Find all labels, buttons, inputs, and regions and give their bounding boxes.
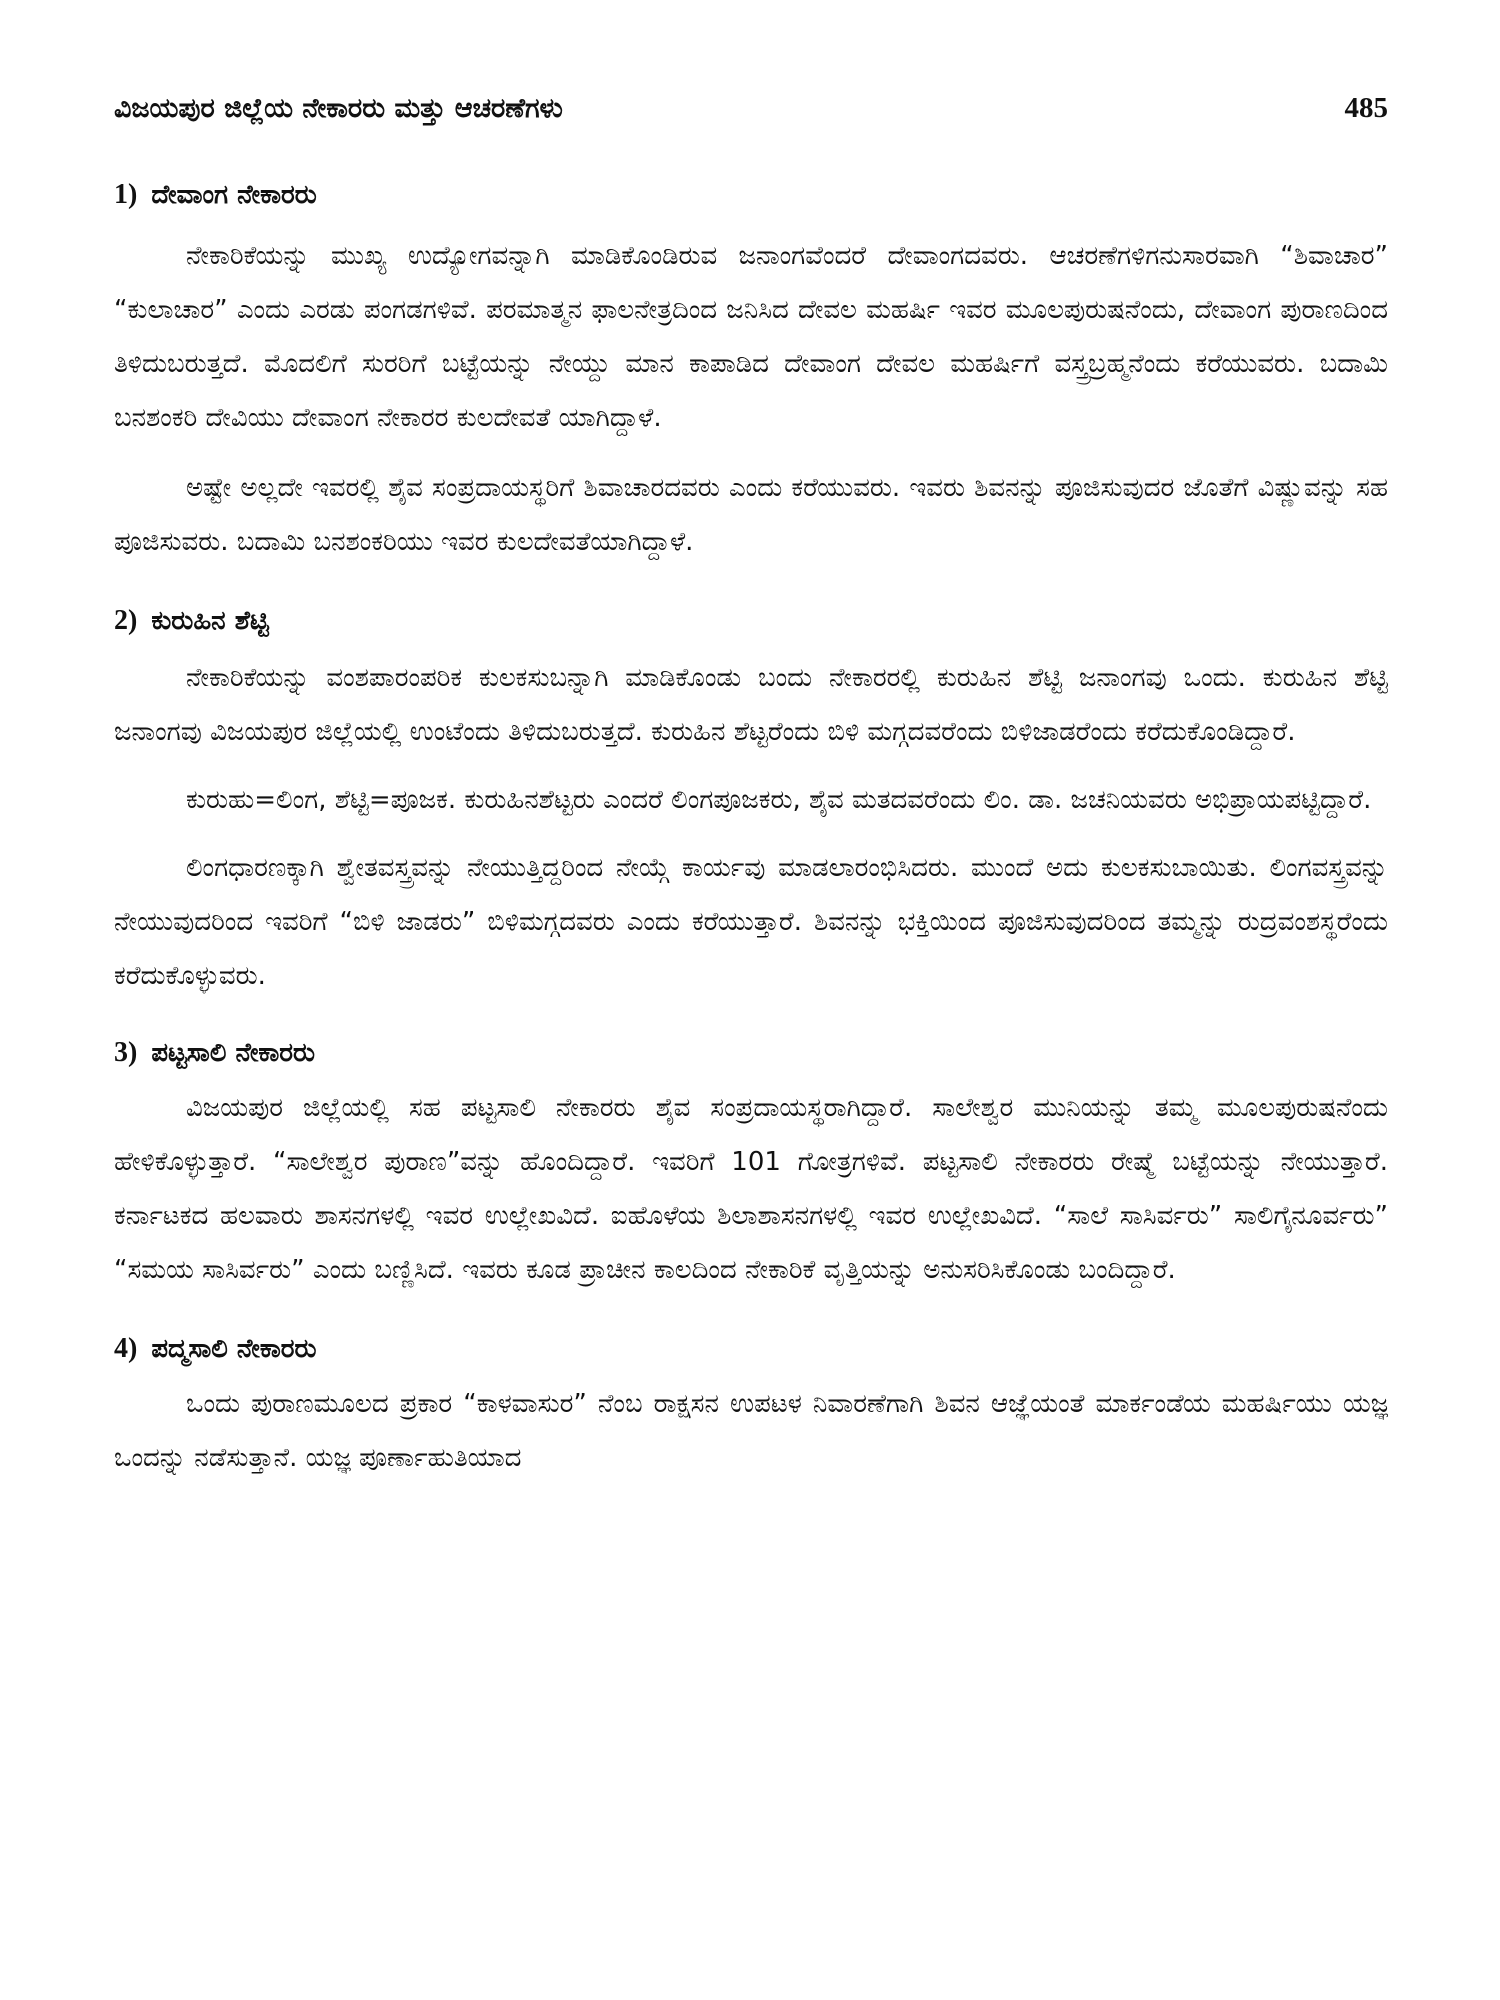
section-heading — [114, 605, 1388, 637]
paragraph: ವಿಜಯಪುರ ಜಿಲ್ಲೆಯಲ್ಲಿ ಸಹ ಪಟ್ಟಸಾಲಿ ನೇಕಾರರು ಶೈವ ಸಂಪ್ರದಾಯಸ್ಥರಾಗಿದ್ದಾರೆ. ಸಾಲೇಶ್ವರ ಮುನಿಯನ್ನು ತಮ್ಮ ಮೂಲಪುರುಷನೆಂದು ಹೇಳಿಕೊಳ್ಳುತ್ತಾರೆ. “ಸಾಲೇಶ್ವರ ಪುರಾಣ”ವನ್ನು ಹೊಂದಿದ್ದಾರೆ. ಇವರಿಗೆ 101 ಗೋತ್ರಗಳಿವೆ. ಪಟ್ಟಸಾಲಿ ನೇಕಾರರು ರೇಷ್ಮೆ ಬಟ್ಟೆಯನ್ನು ನೇಯುತ್ತಾರೆ. ಕರ್ನಾಟಕದ ಹಲವಾರು ಶಾಸನಗಳಲ್ಲಿ ಇವರ ಉಲ್ಲೇಖವಿದೆ. ಐಹೊಳೆಯ ಶಿಲಾಶಾಸನಗಳಲ್ಲಿ ಇವರ ಉಲ್ಲೇಖವಿದೆ. “ಸಾಲೆ ಸಾಸಿರ್ವರು” ಸಾಲಿಗೈನೂರ್ವರು” “ಸಮಯ ಸಾಸಿರ್ವರು” ಎಂದು ಬಣ್ಣಿಸಿದೆ. ಇವರು ಕೂಡ ಪ್ರಾಚೀನ ಕಾಲದಿಂದ ನೇಕಾರಿಕೆ ವೃತ್ತಿಯನ್ನು ಅನುಸರಿಸಿಕೊಂಡು ಬಂದಿದ್ದಾರೆ. — [114, 1093, 1388, 1285]
paragraph: ಕುರುಹು=ಲಿಂಗ, ಶೆಟ್ಟಿ=ಪೂಜಕ. ಕುರುಹಿನಶೆಟ್ಟರು ಎಂದರೆ ಲಿಂಗಪೂಜಕರು, ಶೈವ ಮತದವರೆಂದು ಲಿಂ. ಡಾ. ಜಚನಿಯವರು ಅಭಿಪ್ರಾಯಪಟ್ಟಿದ್ದಾರೆ. — [186, 785, 1372, 815]
section-heading — [114, 1333, 1388, 1365]
section-title: ದೇವಾಂಗ ನೇಕಾರರು — [151, 180, 317, 210]
paragraph: ಲಿಂಗಧಾರಣಕ್ಕಾಗಿ ಶ್ವೇತವಸ್ತ್ರವನ್ನು ನೇಯುತ್ತಿದ್ದರಿಂದ ನೇಯ್ಗೆ ಕಾರ್ಯವು ಮಾಡಲಾರಂಭಿಸಿದರು. ಮುಂದೆ ಅದು ಕುಲಕಸುಬಾಯಿತು. ಲಿಂಗವಸ್ತ್ರವನ್ನು ನೇಯುವುದರಿಂದ ಇವರಿಗೆ “ಬಿಳಿ ಜಾಡರು” ಬಿಳಿಮಗ್ಗದವರು ಎಂದು ಕರೆಯುತ್ತಾರೆ. ಶಿವನನ್ನು ಭಕ್ತಿಯಿಂದ ಪೂಜಿಸುವುದರಿಂದ ತಮ್ಮನ್ನು ರುದ್ರವಂಶಸ್ಥರೆಂದು ಕರೆದುಕೊಳ್ಳುವರು. — [114, 853, 1388, 991]
chapter-title: ವಿಜಯಪುರ ಜಿಲ್ಲೆಯ ನೇಕಾರರು ಮತ್ತು ಆಚರಣೆಗಳು — [114, 93, 563, 124]
section-heading — [114, 179, 1388, 211]
section-title: ಕುರುಹಿನ ಶೆಟ್ಟಿ — [151, 606, 269, 636]
section-heading — [114, 1037, 1388, 1069]
paragraph: ಅಷ್ಟೇ ಅಲ್ಲದೇ ಇವರಲ್ಲಿ ಶೈವ ಸಂಪ್ರದಾಯಸ್ಥರಿಗೆ ಶಿವಾಚಾರದವರು ಎಂದು ಕರೆಯುವರು. ಇವರು ಶಿವನನ್ನು ಪೂಜಿಸುವುದರ ಜೊತೆಗೆ ವಿಷ್ಣುವನ್ನು ಸಹ ಪೂಜಿಸುವರು. ಬದಾಮಿ ಬನಶಂಕರಿಯು ಇವರ ಕುಲದೇವತೆಯಾಗಿದ್ದಾಳೆ. — [114, 473, 1388, 557]
section-number: 1) — [114, 179, 138, 210]
section-title: ಪಟ್ಟಸಾಲಿ ನೇಕಾರರು — [151, 1038, 316, 1068]
section-title: ಪದ್ಮಸಾಲಿ ನೇಕಾರರು — [151, 1334, 317, 1364]
running-header — [114, 92, 1388, 125]
page-number: 485 — [1344, 92, 1388, 124]
paragraph: ನೇಕಾರಿಕೆಯನ್ನು ವಂಶಪಾರಂಪರಿಕ ಕುಲಕಸುಬನ್ನಾಗಿ ಮಾಡಿಕೊಂಡು ಬಂದು ನೇಕಾರರಲ್ಲಿ ಕುರುಹಿನ ಶೆಟ್ಟಿ ಜನಾಂಗವು ಒಂದು. ಕುರುಹಿನ ಶೆಟ್ಟಿ ಜನಾಂಗವು ವಿಜಯಪುರ ಜಿಲ್ಲೆಯಲ್ಲಿ ಉಂಟೆಂದು ತಿಳಿದುಬರುತ್ತದೆ. ಕುರುಹಿನ ಶೆಟ್ಟರೆಂದು ಬಿಳಿ ಮಗ್ಗದವರೆಂದು ಬಿಳಿಜಾಡರೆಂದು ಕರೆದುಕೊಂಡಿದ್ದಾರೆ. — [114, 663, 1388, 747]
paragraph: ನೇಕಾರಿಕೆಯನ್ನು ಮುಖ್ಯ ಉದ್ಯೋಗವನ್ನಾಗಿ ಮಾಡಿಕೊಂಡಿರುವ ಜನಾಂಗವೆಂದರೆ ದೇವಾಂಗದವರು. ಆಚರಣೆಗಳಿಗನುಸಾರವಾಗಿ “ಶಿವಾಚಾರ” “ಕುಲಾಚಾರ” ಎಂದು ಎರಡು ಪಂಗಡಗಳಿವೆ. ಪರಮಾತ್ಮನ ಫಾಲನೇತ್ರದಿಂದ ಜನಿಸಿದ ದೇವಲ ಮಹರ್ಷಿ ಇವರ ಮೂಲಪುರುಷನೆಂದು, ದೇವಾಂಗ ಪುರಾಣದಿಂದ ತಿಳಿದುಬರುತ್ತದೆ. ಮೊದಲಿಗೆ ಸುರರಿಗೆ ಬಟ್ಟೆಯನ್ನು ನೇಯ್ದು ಮಾನ ಕಾಪಾಡಿದ ದೇವಾಂಗ ದೇವಲ ಮಹರ್ಷಿಗೆ ವಸ್ತ್ರಬ್ರಹ್ಮನೆಂದು ಕರೆಯುವರು. ಬದಾಮಿ ಬನಶಂಕರಿ ದೇವಿಯು ದೇವಾಂಗ ನೇಕಾರರ ಕುಲದೇವತೆ ಯಾಗಿದ್ದಾಳೆ. — [114, 241, 1388, 433]
paragraph: ಒಂದು ಪುರಾಣಮೂಲದ ಪ್ರಕಾರ “ಕಾಳವಾಸುರ” ನೆಂಬ ರಾಕ್ಷಸನ ಉಪಟಳ ನಿವಾರಣೆಗಾಗಿ ಶಿವನ ಆಜ್ಞೆಯಂತೆ ಮಾರ್ಕಂಡೆಯ ಮಹರ್ಷಿಯು ಯಜ್ಞ ಒಂದನ್ನು ನಡೆಸುತ್ತಾನೆ. ಯಜ್ಞ ಪೂರ್ಣಾಹುತಿಯಾದ — [114, 1389, 1388, 1473]
section-number: 4) — [114, 1333, 138, 1364]
section-number: 3) — [114, 1037, 138, 1068]
section-number: 2) — [114, 605, 138, 636]
